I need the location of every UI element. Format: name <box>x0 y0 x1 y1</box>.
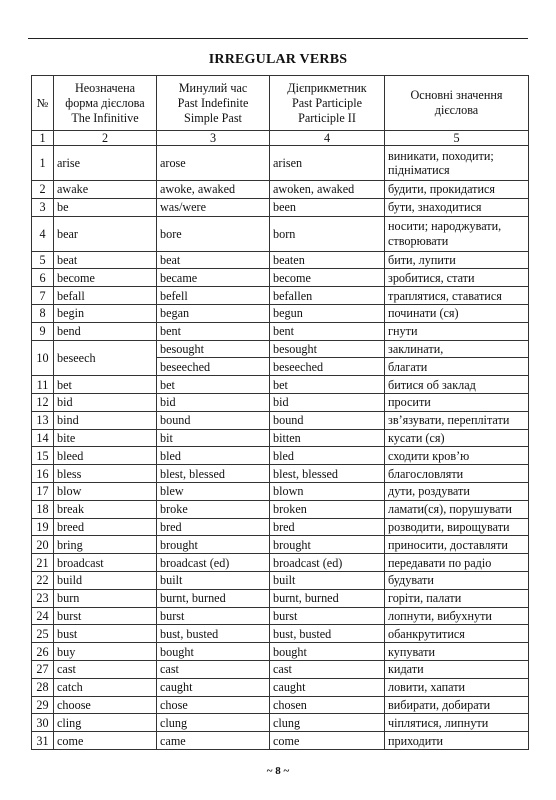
verb-number: 9 <box>32 322 54 340</box>
verb-past: caught <box>157 678 270 696</box>
verb-past: burst <box>157 607 270 625</box>
verb-number: 30 <box>32 714 54 732</box>
table-row <box>32 660 529 678</box>
table-row <box>32 482 529 500</box>
page-title: IRREGULAR VERBS <box>208 52 348 67</box>
verb-infinitive: become <box>54 269 157 287</box>
verb-past: bred <box>157 518 270 536</box>
verb-participle: befallen <box>270 287 385 305</box>
verb-infinitive: buy <box>54 643 157 661</box>
verb-past: befell <box>157 287 270 305</box>
verb-past: chose <box>157 696 270 714</box>
verb-meaning: приходити <box>385 732 529 750</box>
verb-meaning: бити, лупити <box>385 251 529 269</box>
header-participle: Дієприкметник Past Participle Participle II <box>270 76 385 131</box>
verb-number: 24 <box>32 607 54 625</box>
verb-meaning: горіти, палати <box>385 589 529 607</box>
verb-number: 22 <box>32 571 54 589</box>
verb-participle: blest, blessed <box>270 465 385 483</box>
table-row <box>32 678 529 696</box>
verb-number: 26 <box>32 643 54 661</box>
column-number-row <box>32 131 529 146</box>
verb-past: built <box>157 571 270 589</box>
verb-participle: bitten <box>270 429 385 447</box>
verb-number: 13 <box>32 411 54 429</box>
verb-meaning: обанкрутитися <box>385 625 529 643</box>
verb-number: 8 <box>32 304 54 322</box>
verb-infinitive: arise <box>54 146 157 181</box>
verb-infinitive: bless <box>54 465 157 483</box>
verb-infinitive: bear <box>54 216 157 251</box>
table-row <box>32 732 529 750</box>
verb-participle: besought <box>270 340 385 358</box>
verb-participle: burst <box>270 607 385 625</box>
verb-participle: brought <box>270 536 385 554</box>
verb-infinitive: cling <box>54 714 157 732</box>
verb-meaning: ловити, хапати <box>385 678 529 696</box>
verb-past: brought <box>157 536 270 554</box>
verb-past: beat <box>157 251 270 269</box>
verb-meaning: траплятися, ставатися <box>385 287 529 305</box>
verb-meaning: дути, роздувати <box>385 482 529 500</box>
verb-participle: bound <box>270 411 385 429</box>
verb-participle: built <box>270 571 385 589</box>
page-number: ~ 8 ~ <box>266 765 290 777</box>
verb-participle: blown <box>270 482 385 500</box>
verb-number: 20 <box>32 536 54 554</box>
verb-infinitive: catch <box>54 678 157 696</box>
verb-infinitive: bet <box>54 376 157 394</box>
verb-number: 11 <box>32 376 54 394</box>
table-row <box>32 571 529 589</box>
verb-past: bit <box>157 429 270 447</box>
table-row <box>32 340 529 358</box>
verb-number: 2 <box>32 181 54 199</box>
verb-past: bound <box>157 411 270 429</box>
header-number: № <box>32 76 54 131</box>
verb-infinitive: bring <box>54 536 157 554</box>
verb-participle: been <box>270 198 385 216</box>
verb-infinitive: blow <box>54 482 157 500</box>
table-row <box>32 536 529 554</box>
verb-past: blew <box>157 482 270 500</box>
verb-past: broadcast (ed) <box>157 554 270 572</box>
table-row <box>32 643 529 661</box>
verb-participle: beseeched <box>270 358 385 376</box>
verb-past: blest, blessed <box>157 465 270 483</box>
verb-meaning: зв’язувати, переплітати <box>385 411 529 429</box>
verb-meaning: передавати по радіо <box>385 554 529 572</box>
verb-infinitive: break <box>54 500 157 518</box>
verb-meaning: бути, знаходитися <box>385 198 529 216</box>
verb-rows <box>32 146 529 750</box>
table-row <box>32 554 529 572</box>
verb-number: 18 <box>32 500 54 518</box>
verb-participle: bred <box>270 518 385 536</box>
verb-number: 21 <box>32 554 54 572</box>
verb-meaning: заклинати, <box>385 340 529 358</box>
verb-infinitive: bite <box>54 429 157 447</box>
verb-participle: caught <box>270 678 385 696</box>
verb-infinitive: befall <box>54 287 157 305</box>
table-row <box>32 216 529 251</box>
verb-infinitive: build <box>54 571 157 589</box>
verb-meaning: ламати(ся), порушувати <box>385 500 529 518</box>
column-number: 3 <box>157 131 270 146</box>
verb-meaning: починати (ся) <box>385 304 529 322</box>
verb-number: 16 <box>32 465 54 483</box>
table-row <box>32 447 529 465</box>
verb-participle: born <box>270 216 385 251</box>
verb-infinitive: bind <box>54 411 157 429</box>
verb-meaning: купувати <box>385 643 529 661</box>
verb-number: 6 <box>32 269 54 287</box>
verb-infinitive: broadcast <box>54 554 157 572</box>
table-row <box>32 465 529 483</box>
verb-infinitive: begin <box>54 304 157 322</box>
verb-meaning: приносити, доставляти <box>385 536 529 554</box>
verb-participle: begun <box>270 304 385 322</box>
verb-infinitive: burst <box>54 607 157 625</box>
verb-number: 29 <box>32 696 54 714</box>
irregular-verbs-table <box>31 75 529 750</box>
verb-number: 23 <box>32 589 54 607</box>
verb-participle: arisen <box>270 146 385 181</box>
verb-participle: awoken, awaked <box>270 181 385 199</box>
verb-meaning: битися об заклад <box>385 376 529 394</box>
verb-infinitive: bid <box>54 393 157 411</box>
verb-meaning: гнути <box>385 322 529 340</box>
table-row <box>32 198 529 216</box>
verb-meaning: кусати (ся) <box>385 429 529 447</box>
header-infinitive: Неозначена форма дієслова The Infinitive <box>54 76 157 131</box>
table-row <box>32 304 529 322</box>
table-row <box>32 589 529 607</box>
table-row <box>32 376 529 394</box>
header-past: Минулий час Past Indefinite Simple Past <box>157 76 270 131</box>
verb-meaning: просити <box>385 393 529 411</box>
verb-past: became <box>157 269 270 287</box>
verb-past: began <box>157 304 270 322</box>
verb-participle: bent <box>270 322 385 340</box>
table-row <box>32 146 529 181</box>
column-number: 4 <box>270 131 385 146</box>
verb-infinitive: breed <box>54 518 157 536</box>
verb-participle: beaten <box>270 251 385 269</box>
verb-past: bet <box>157 376 270 394</box>
verb-infinitive: bust <box>54 625 157 643</box>
verb-participle: become <box>270 269 385 287</box>
table-row <box>32 607 529 625</box>
verb-number: 25 <box>32 625 54 643</box>
verb-number: 31 <box>32 732 54 750</box>
verb-number: 1 <box>32 146 54 181</box>
table-row <box>32 625 529 643</box>
verb-participle: bust, busted <box>270 625 385 643</box>
table-row <box>32 393 529 411</box>
verb-meaning: розводити, вирощувати <box>385 518 529 536</box>
verb-number: 19 <box>32 518 54 536</box>
verb-past: awoke, awaked <box>157 181 270 199</box>
verb-participle: bought <box>270 643 385 661</box>
verb-past: bled <box>157 447 270 465</box>
verb-infinitive: come <box>54 732 157 750</box>
verb-meaning: чіплятися, липнути <box>385 714 529 732</box>
verb-number: 15 <box>32 447 54 465</box>
table-row <box>32 429 529 447</box>
verb-meaning: виникати, походити; підніматися <box>385 146 529 181</box>
table-row <box>32 518 529 536</box>
verb-number: 5 <box>32 251 54 269</box>
table-row <box>32 287 529 305</box>
column-number: 1 <box>32 131 54 146</box>
verb-participle: cast <box>270 660 385 678</box>
verb-past: bent <box>157 322 270 340</box>
verb-past: bid <box>157 393 270 411</box>
verb-past: came <box>157 732 270 750</box>
verb-number: 27 <box>32 660 54 678</box>
verb-past: bust, busted <box>157 625 270 643</box>
verb-participle: broadcast (ed) <box>270 554 385 572</box>
verb-meaning: благати <box>385 358 529 376</box>
verb-participle: broken <box>270 500 385 518</box>
verb-number: 28 <box>32 678 54 696</box>
verb-past: clung <box>157 714 270 732</box>
table-row <box>32 322 529 340</box>
verb-infinitive: bleed <box>54 447 157 465</box>
verb-infinitive: awake <box>54 181 157 199</box>
verb-infinitive: cast <box>54 660 157 678</box>
table-row <box>32 411 529 429</box>
verb-participle: come <box>270 732 385 750</box>
verb-number: 7 <box>32 287 54 305</box>
table-row <box>32 714 529 732</box>
verb-past: besought <box>157 340 270 358</box>
verb-meaning: вибирати, добирати <box>385 696 529 714</box>
verb-infinitive: choose <box>54 696 157 714</box>
verb-participle: burnt, burned <box>270 589 385 607</box>
verb-meaning: лопнути, вибухнути <box>385 607 529 625</box>
verb-participle: bled <box>270 447 385 465</box>
verb-meaning: носити; народжувати, створювати <box>385 216 529 251</box>
table-header-row <box>32 76 529 131</box>
verb-meaning: кидати <box>385 660 529 678</box>
verb-infinitive: beseech <box>54 340 157 376</box>
verb-meaning: благословляти <box>385 465 529 483</box>
verb-meaning: будити, прокидатися <box>385 181 529 199</box>
verb-participle: bid <box>270 393 385 411</box>
verb-past: broke <box>157 500 270 518</box>
table-row <box>32 251 529 269</box>
verb-participle: chosen <box>270 696 385 714</box>
header-meaning: Основні значення дієслова <box>385 76 529 131</box>
verb-infinitive: be <box>54 198 157 216</box>
verb-past: bore <box>157 216 270 251</box>
verb-meaning: сходити кров’ю <box>385 447 529 465</box>
verb-number: 14 <box>32 429 54 447</box>
column-number: 2 <box>54 131 157 146</box>
verb-infinitive: bend <box>54 322 157 340</box>
verb-meaning: будувати <box>385 571 529 589</box>
verb-participle: bet <box>270 376 385 394</box>
table-row <box>32 269 529 287</box>
table-row <box>32 181 529 199</box>
table-row <box>32 696 529 714</box>
verb-participle: clung <box>270 714 385 732</box>
verb-past: cast <box>157 660 270 678</box>
verb-infinitive: burn <box>54 589 157 607</box>
verb-infinitive: beat <box>54 251 157 269</box>
verb-number: 3 <box>32 198 54 216</box>
verb-number: 4 <box>32 216 54 251</box>
verb-meaning: зробитися, стати <box>385 269 529 287</box>
verb-past: was/were <box>157 198 270 216</box>
verb-number: 10 <box>32 340 54 376</box>
top-rule <box>28 38 528 39</box>
verb-number: 12 <box>32 393 54 411</box>
verb-past: bought <box>157 643 270 661</box>
verb-past: arose <box>157 146 270 181</box>
verb-number: 17 <box>32 482 54 500</box>
verb-past: burnt, burned <box>157 589 270 607</box>
verb-past: beseeched <box>157 358 270 376</box>
column-number: 5 <box>385 131 529 146</box>
table-row <box>32 500 529 518</box>
